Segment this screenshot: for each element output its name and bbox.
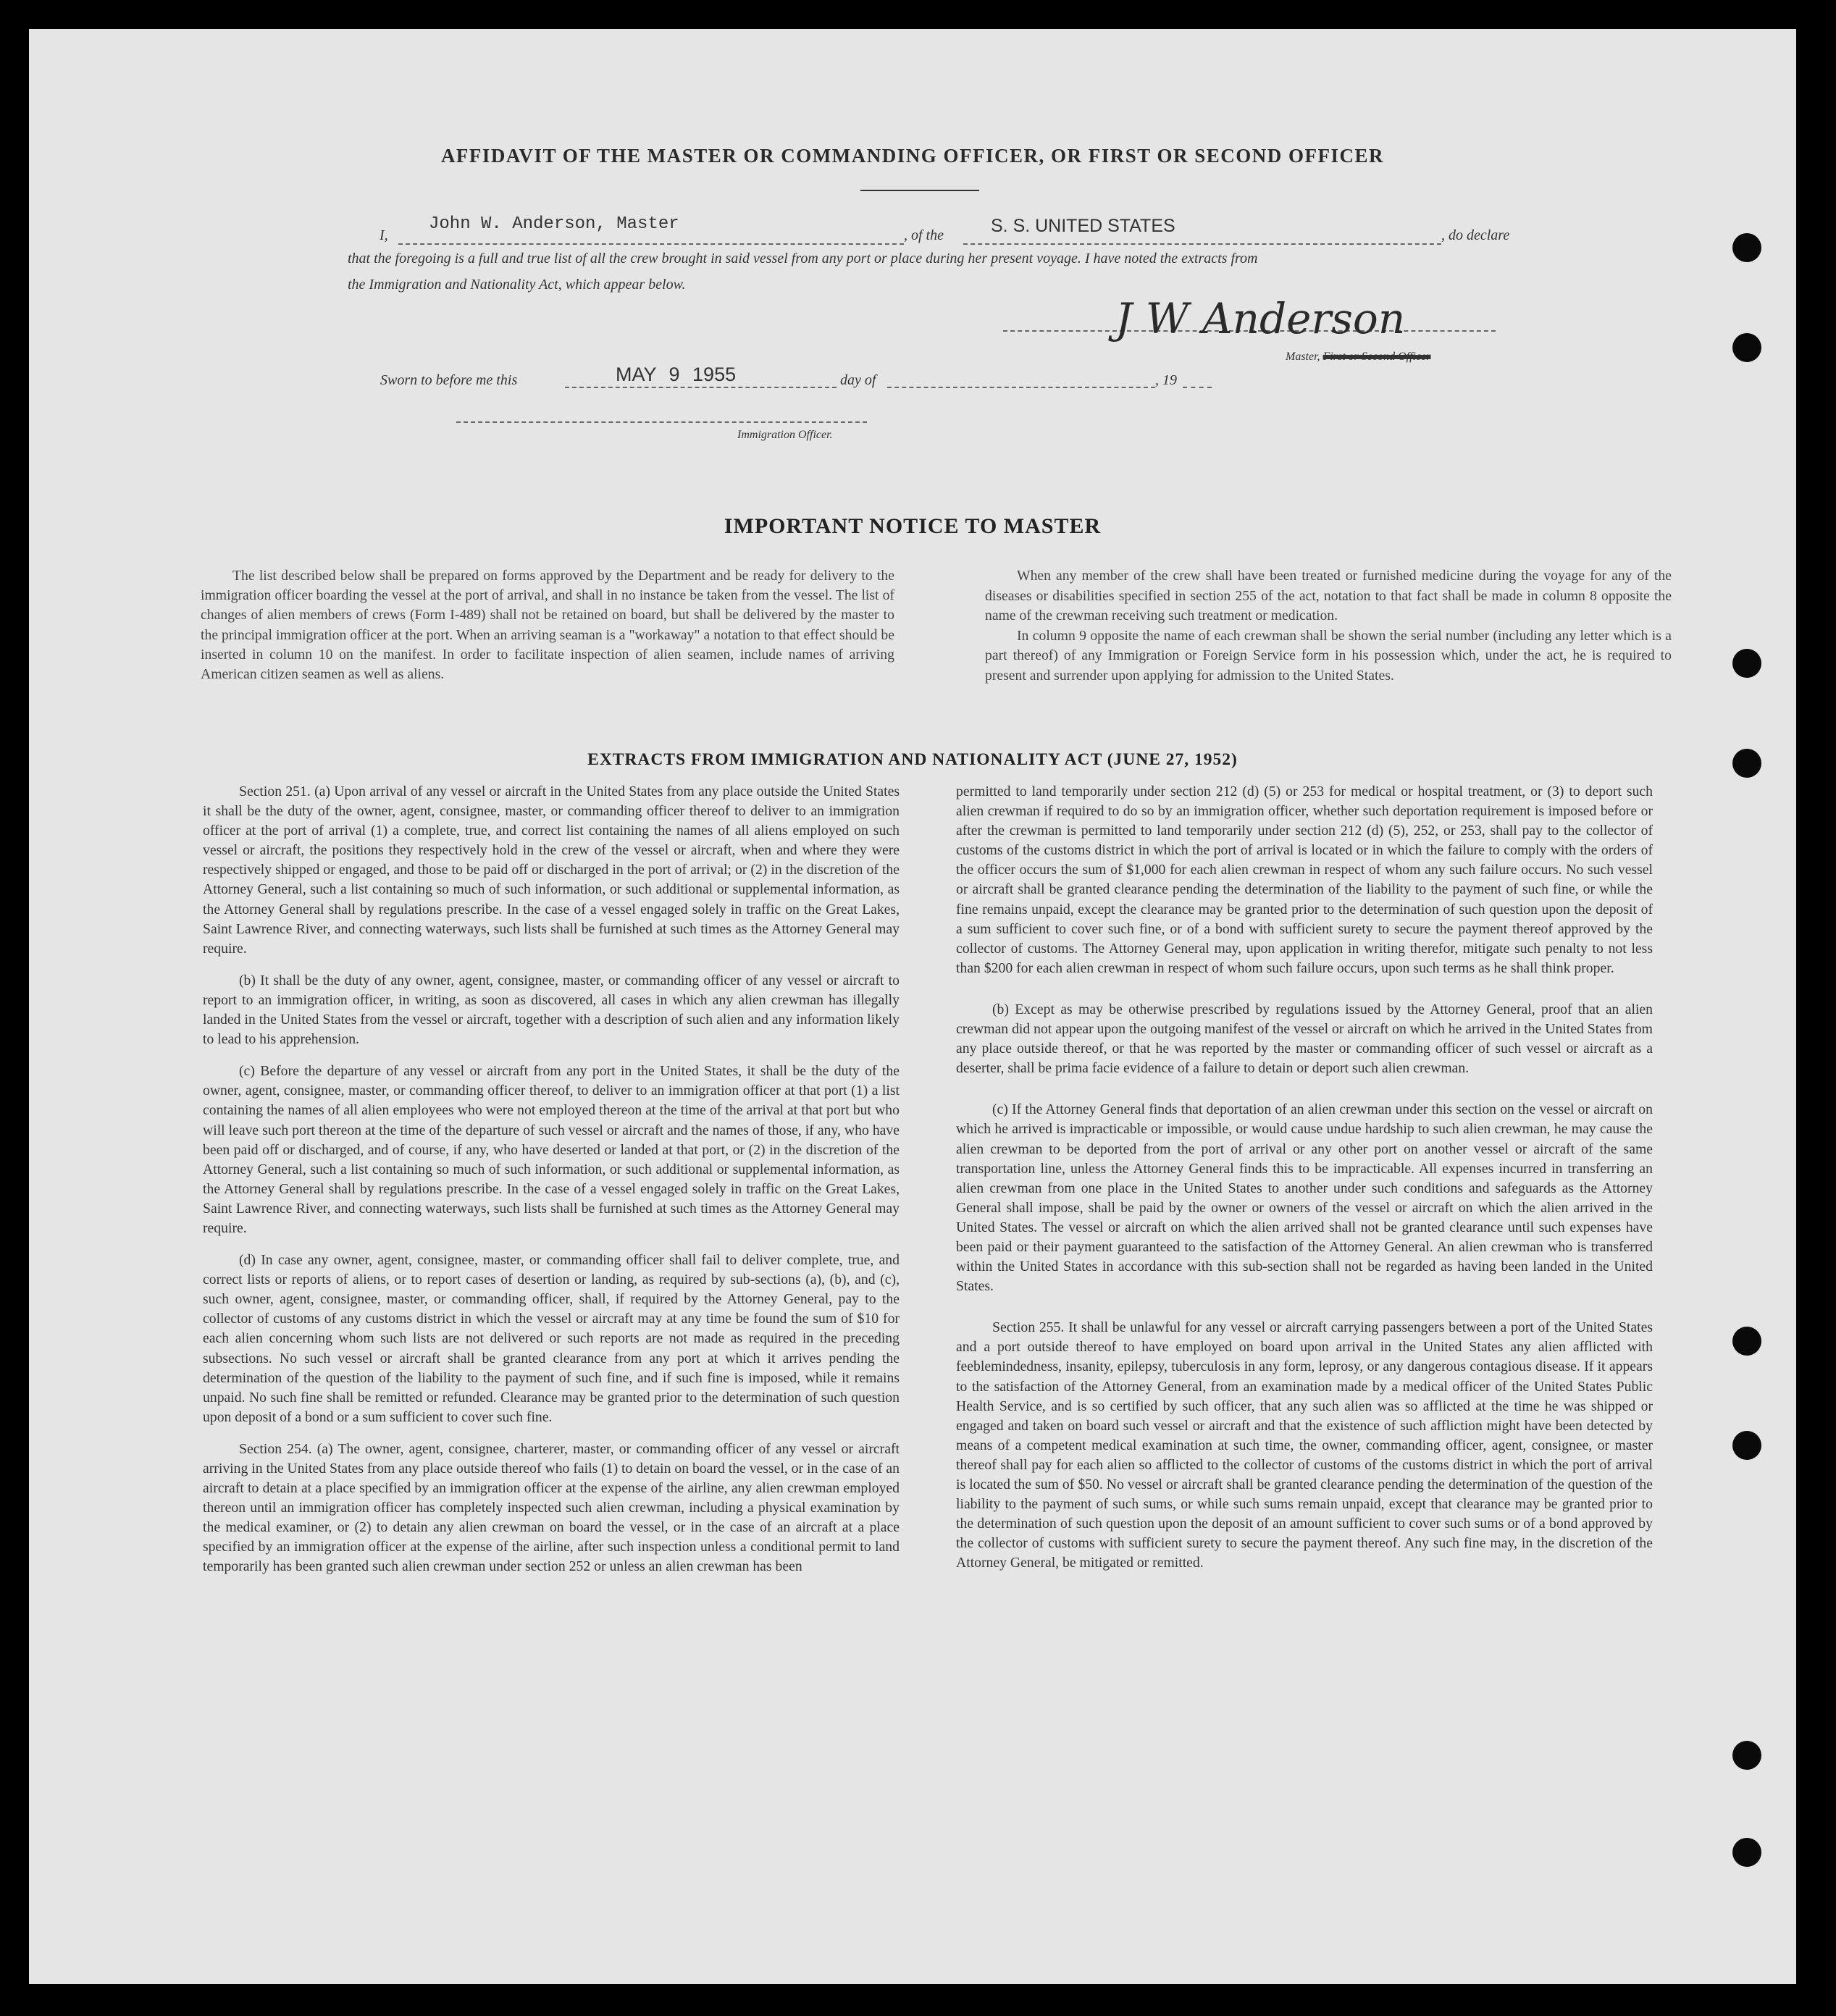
- section-255: Section 255. It shall be unlawful for any vessel or aircraft carrying passengers between a port of the United States and a port outside thereof to have employed on board upon arrival in the United States any alien afflicted with feeblemindedness, insanity, epilepsy, tuberculosis in any form, leprosy, or any dangerous contagious disease. If it appears to the satisfaction of the Attorney General, from an examination made by a medical officer of the United States Public Health Service, and is so certified by such officer, that any such alien was so afflicted at the time he was shipped or engaged and taken on board such vessel or aircraft and that the existence of such affliction might have been detected by means of a competent medical examination at such time, the owner, commanding officer, agent, consignee, or master thereof shall pay for each alien so afflicted to the collector of customs of the customs district in which the port of arrival is located the sum of $50. No vessel or aircraft shall be granted clearance pending the determination of the question of the liability to the payment of such sums, or while such sums remain unpaid, except that clearance may be granted prior to the determination of such question upon the deposit of an amount sufficient to cover such sums or of a bond approved by the collector of customs with sufficient surety to secure the payment thereof. Any such fine may, in the discretion of the Attorney General, be mitigated or remitted.: [956, 1319, 1653, 1571]
- vessel-name-field: S. S. UNITED STATES: [991, 216, 1175, 236]
- document-page: [29, 29, 1796, 1984]
- punch-hole: [1732, 1327, 1761, 1356]
- section-251-c: (c) Before the departure of any vessel or aircraft from any port in the United States, it shall be the duty of the owner, agent, consignee, master, or commanding officer thereof, to deliver to an immigration officer at that port (1) a list containing the names of all alien employees who were not employed thereon at the time of the arrival at that port but who will leave such port thereon at the time of the departure of such vessel or aircraft and the names of those, if any, who have been paid off or discharged, and of course, if any, who have deserted or landed at that port, or (2) in the discretion of the Attorney General, such a list containing so much of such information, or such additional or supplemental information, as the Attorney General shall by regulations prescribe. In the case of a vessel engaged solely in traffic on the Great Lakes, Saint Lawrence River, and connecting waterways, such lists shall be furnished at such times as the Attorney General may require.: [203, 1063, 900, 1236]
- punch-hole: [1732, 1838, 1761, 1867]
- section-251-b: (b) It shall be the duty of any owner, agent, consignee, master, or commanding officer of any vessel or aircraft to report to an immigration officer, in writing, as soon as discovered, all cases in which any alien crewman has illegally landed in the United States from the vessel or aircraft, together with a description of such alien and any information likely to lead to his apprehension.: [203, 972, 900, 1048]
- punch-hole: [1732, 1741, 1761, 1770]
- notice-right-column: [985, 566, 1672, 686]
- year-line: [1183, 366, 1212, 388]
- notice-left-paragraph: The list described below shall be prepared on forms approved by the Department and be ready for delivery to the immigration officer boarding the vessel at the port of arrival, and shall in no instance be taken from the vessel. The list of changes of alien members of crews (Form I-489) shall not be retained on board, but shall be delivered by the master to the principal immigration officer at the port. When an arriving seaman is a "workaway" a notation to that effect should be inserted in column 10 on the manifest. In order to facilitate inspection of alien seamen, include names of arriving American citizen seamen as well as aliens.: [201, 568, 894, 683]
- declaration-line-1: that the foregoing is a full and true list of all the crew brought in said vessel from any port or place during her present voyage. I have noted the extracts from: [348, 251, 1258, 266]
- extracts-left-column: [203, 782, 900, 1589]
- notice-right-paragraph-2: In column 9 opposite the name of each crewman shall be shown the serial number (including any letter which is a part thereof) of any Immigration or Foreign Service form in his possession which, under the act, he is required to present and surrender upon applying for admission to the United States.: [985, 627, 1672, 684]
- master-signature: J W Anderson: [1115, 294, 1406, 343]
- i-label: I,: [380, 227, 388, 243]
- punch-hole: [1732, 233, 1761, 262]
- notice-right-paragraph-1: When any member of the crew shall have been treated or furnished medicine during the voyage for any of the diseases or disabilities specified in section 255 of the act, notation to that fact shall be made in column 8 opposite the name of the crewman receiving such treatment or medication.: [985, 568, 1672, 623]
- notice-left-column: [201, 566, 894, 684]
- master-name-field: John W. Anderson, Master: [429, 214, 679, 234]
- immigration-officer-line: [456, 420, 867, 423]
- section-254-a-continued: permitted to land temporarily under section 212 (d) (5) or 253 for medical or hospital treatment, or (3) to deport such alien crewman if required to do so by an immigration officer, whether such deportation requirement is imposed before or after the crewman is permitted to land temporarily under section 212 (d) (5), 252, or 253, shall pay to the collector of customs of the customs district in which the port of arrival is located or in which the failure to comply with the orders of the officer occurs the sum of $1,000 for each alien crewman in respect of whom any such failure occurs. No such vessel or aircraft shall be granted clearance pending the determination of the liability to the payment of such fine, or while the fine remains unpaid, except the clearance may be granted prior to the determination of such question upon the deposit of a sum sufficient to cover such fine, or of a bond with sufficient surety to secure the payment thereof approved by the collector of customs. The Attorney General may, upon application in writing therefor, mitigate such penalty to not less than $200 for each alien crewman in respect of whom such failure occurs, upon such terms as he shall think proper.: [956, 784, 1653, 976]
- of-the-label: , of the: [904, 227, 944, 243]
- title-rule: [860, 190, 979, 191]
- declaration-line-2: the Immigration and Nationality Act, which appear below.: [348, 277, 686, 293]
- punch-hole: [1732, 649, 1761, 678]
- affidavit-title: AFFIDAVIT OF THE MASTER OR COMMANDING OFFICER, OR FIRST OR SECOND OFFICER: [440, 145, 1385, 167]
- do-declare-label: , do declare: [1441, 227, 1510, 243]
- section-251-a: Section 251. (a) Upon arrival of any vessel or aircraft in the United States from any place outside the United States it shall be the duty of the owner, agent, consignee, master, or commanding officer thereof to deliver to an immigration officer at the port of arrival (1) a complete, true, and correct list containing the names of all aliens employed on such vessel or aircraft, the positions they respectively hold in the crew of the vessel or aircraft, when and where they were respectively shipped or engaged, and those to be paid off or discharged in the port of arrival; or (2) in the discretion of the Attorney General, such a list containing so much of such information, or such additional or supplemental information, as the Attorney General shall by regulations prescribe. In the case of a vessel engaged solely in traffic on the Great Lakes, Saint Lawrence River, and connecting waterways, such lists shall be furnished at such times as the Attorney General may require.: [203, 784, 900, 957]
- immigration-officer-label: Immigration Officer.: [737, 429, 833, 441]
- punch-hole: [1732, 1431, 1761, 1460]
- section-254-b: (b) Except as may be otherwise prescribed by regulations issued by the Attorney General, proof that an alien crewman did not appear upon the outgoing manifest of the vessel or aircraft on which he arrived in the United States from any place outside thereof, or that he was reported by the master or commanding officer of such vessel or aircraft as a deserter, shall be prima facie evidence of a failure to detain or deport such alien crewman.: [956, 1001, 1653, 1077]
- month-line: [887, 366, 1155, 388]
- notice-title: IMPORTANT NOTICE TO MASTER: [724, 514, 1102, 538]
- section-251-d: (d) In case any owner, agent, consignee, master, or commanding officer shall fail to deliver complete, true, and correct lists or reports of aliens, or to report cases of desertion or landing, as required by sub-sections (a), (b), and (c), such owner, agent, consignee, master, or commanding officer, shall, if required by the Attorney General, pay to the collector of customs of any customs district in which the vessel or aircraft may at any time be found the sum of $10 for each alien concerning whom such lists are not delivered or such reports are not made as required in the preceding subsections. No such vessel or aircraft shall be granted clearance from any port at which it arrives pending the determination of the question of the liability to the payment of such fine, and if such fine is imposed, while it remains unpaid. No such fine shall be remitted or refunded. Clearance may be granted prior to the determination of such question upon deposit of a bond or a sum sufficient to cover such fine.: [203, 1252, 900, 1425]
- section-254-a: Section 254. (a) The owner, agent, consignee, charterer, master, or commanding officer of any vessel or aircraft arriving in the United States from any place outside thereof who fails (1) to detain on board the vessel, or in the case of an aircraft to detain at a place specified by an immigration officer at the expense of the airline, any alien crewman employed thereon until an immigration officer has completely inspected such alien crewman, including a physical examination by the medical examiner, or (2) to detain any alien crewman on board the vessel, or in the case of an aircraft at a place specified by an immigration officer at the expense of the airline, after such inspection unless a conditional permit to land temporarily has been granted such alien crewman under section 252 or unless an alien crewman has been: [203, 1440, 900, 1575]
- section-254-c: (c) If the Attorney General finds that deportation of an alien crewman under this section on the vessel or aircraft on which he arrived is impracticable or impossible, or would cause undue hardship to such alien crewman, he may cause the alien crewman to be deported from the port of arrival or any other port on another vessel or aircraft of the same transportation line, unless the Attorney General finds this to be impracticable. All expenses incurred in transferring an alien crewman from one place in the United States to another under such conditions and safeguards as the Attorney General shall impose, shall be paid by the owner or owners of the vessel or aircraft on which the alien arrived in the United States. The vessel or aircraft on which the alien arrived shall not be granted clearance until such expenses have been paid or their payment guaranteed to the satisfaction of the Attorney General. An alien crewman who is transferred within the United States in accordance with this sub-section shall not be regarded as having been landed in the United States.: [956, 1101, 1653, 1295]
- punch-hole: [1732, 749, 1761, 778]
- punch-hole: [1732, 333, 1761, 362]
- year-label: , 19: [1155, 372, 1177, 388]
- signer-caption: [1286, 350, 1430, 364]
- day-of-label: day of: [840, 372, 876, 388]
- extracts-title: EXTRACTS FROM IMMIGRATION AND NATIONALITY ACT (JUNE 27, 1952): [587, 750, 1238, 769]
- extracts-right-column: [956, 782, 1653, 1585]
- sworn-label: Sworn to before me this: [380, 372, 518, 388]
- sworn-date-stamp: MAY 9 1955: [616, 364, 737, 385]
- signer-caption-struck: First or Second Officer: [1322, 350, 1431, 363]
- signer-caption-master: Master,: [1286, 350, 1320, 363]
